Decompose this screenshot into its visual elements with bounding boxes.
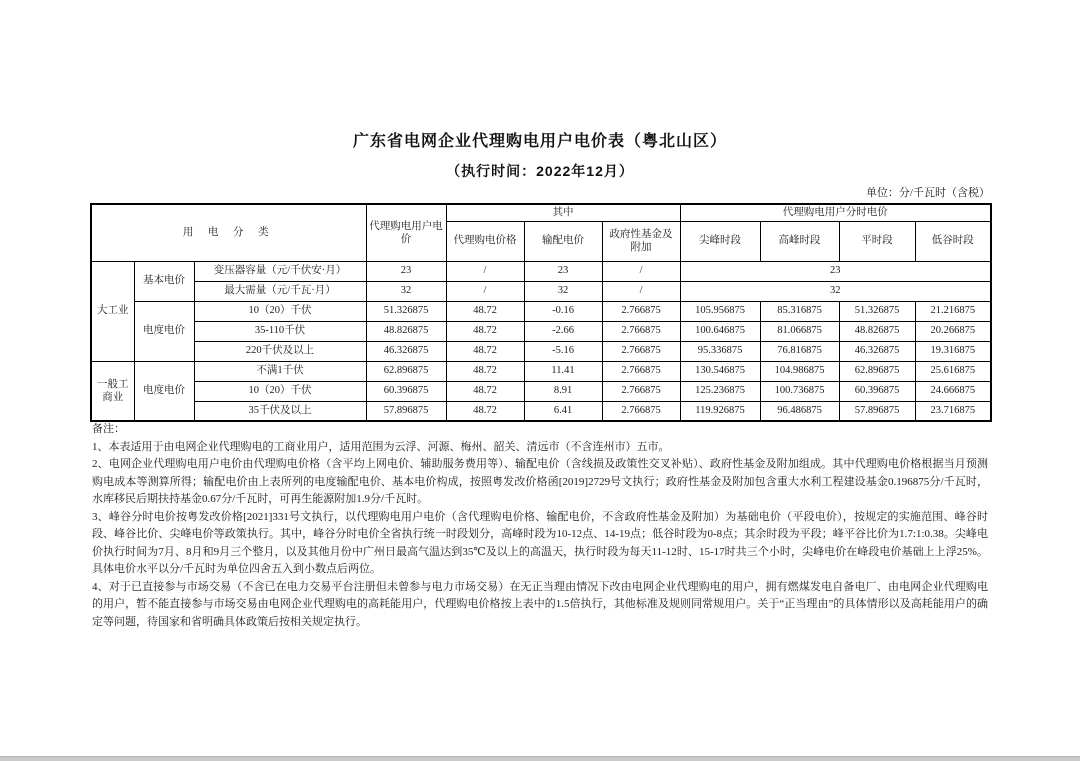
row-label: 最大需量（元/千瓦·月）: [194, 281, 366, 301]
cell-flat: 48.826875: [839, 321, 915, 341]
cell-peak: 85.316875: [760, 301, 839, 321]
header-row-1: [91, 204, 991, 221]
cell-user-price: 23: [366, 261, 446, 281]
cell-flat: 51.326875: [839, 301, 915, 321]
notes-heading: 备注：: [92, 423, 125, 435]
page-bottom-edge: [0, 756, 1080, 761]
cell-transmission: 32: [524, 281, 602, 301]
cell-agent-price: 48.72: [446, 401, 524, 421]
row-label: 不满1千伏: [194, 361, 366, 381]
table-row: [91, 301, 991, 321]
cell-valley: 25.616875: [915, 361, 991, 381]
header-among: 其中: [446, 204, 680, 221]
notes-section: [92, 421, 988, 631]
header-valley: 低谷时段: [915, 221, 991, 261]
cell-peak: 96.486875: [760, 401, 839, 421]
cell-agent-price: /: [446, 261, 524, 281]
header-sharp-peak: 尖峰时段: [680, 221, 760, 261]
cell-gov-fund: /: [602, 281, 680, 301]
cell-valley: 23.716875: [915, 401, 991, 421]
cell-gov-fund: /: [602, 261, 680, 281]
table-row: [91, 381, 991, 401]
cell-user-price: 57.896875: [366, 401, 446, 421]
row-label: 35-110千伏: [194, 321, 366, 341]
cell-tou-merged: 23: [680, 261, 991, 281]
table-row: [91, 361, 991, 381]
header-peak: 高峰时段: [760, 221, 839, 261]
page-title: 广东省电网企业代理购电用户电价表（粤北山区）: [352, 133, 727, 150]
cell-gov-fund: 2.766875: [602, 401, 680, 421]
page-subtitle: （执行时间：2022年12月）: [446, 163, 634, 179]
unit-note: 单位：分/千瓦时（含税）: [865, 187, 990, 199]
cell-transmission: -5.16: [524, 341, 602, 361]
sub-label-energy-price: 电度电价: [134, 361, 194, 421]
cell-sharp-peak: 119.926875: [680, 401, 760, 421]
cell-flat: 46.326875: [839, 341, 915, 361]
cell-tou-merged: 32: [680, 281, 991, 301]
row-label: 35千伏及以上: [194, 401, 366, 421]
cell-sharp-peak: 95.336875: [680, 341, 760, 361]
row-label: 10（20）千伏: [194, 381, 366, 401]
cell-sharp-peak: 125.236875: [680, 381, 760, 401]
table-row: [91, 401, 991, 421]
price-table: [90, 203, 992, 422]
sub-label-energy-price: 电度电价: [134, 301, 194, 361]
cell-agent-price: /: [446, 281, 524, 301]
row-label: 10（20）千伏: [194, 301, 366, 321]
cell-peak: 76.816875: [760, 341, 839, 361]
cell-gov-fund: 2.766875: [602, 321, 680, 341]
table-row: [91, 261, 991, 281]
cell-user-price: 62.896875: [366, 361, 446, 381]
header-transmission: 输配电价: [524, 221, 602, 261]
group-label-large-industry: 大工业: [91, 261, 134, 361]
cell-flat: 57.896875: [839, 401, 915, 421]
cell-transmission: -0.16: [524, 301, 602, 321]
table-row: [91, 321, 991, 341]
cell-transmission: 8.91: [524, 381, 602, 401]
header-agent-price: 代理购电价格: [446, 221, 524, 261]
row-label: 220千伏及以上: [194, 341, 366, 361]
cell-user-price: 32: [366, 281, 446, 301]
cell-gov-fund: 2.766875: [602, 301, 680, 321]
cell-flat: 60.396875: [839, 381, 915, 401]
cell-valley: 19.316875: [915, 341, 991, 361]
cell-user-price: 48.826875: [366, 321, 446, 341]
note-item-4: 4、对于已直接参与市场交易（不含已在电力交易平台注册但未曾参与电力市场交易）在无正当理由情况下改由电网企业代理购电的用户，拥有燃煤发电自备电厂、由电网企业代理购电的用户，暂不能直接参与市场交易由电网企业代理购电的高耗能用户，代理购电价格按上表中的1.5倍执行，其他标准及规则同常规用户。关于“正当理由”的具体情形以及高耗能用户的确定等问题，待国家和省明确具体政策后按相关规定执行。: [92, 580, 988, 628]
cell-valley: 24.666875: [915, 381, 991, 401]
note-item-1: 1、本表适用于由电网企业代理购电的工商业用户，适用范围为云浮、河源、梅州、韶关、清远市（不含连州市）五市。: [92, 440, 670, 453]
header-flat: 平时段: [839, 221, 915, 261]
header-category: 用 电 分 类: [91, 204, 366, 261]
sub-label-basic-price: 基本电价: [134, 261, 194, 301]
cell-peak: 100.736875: [760, 381, 839, 401]
cell-flat: 62.896875: [839, 361, 915, 381]
cell-agent-price: 48.72: [446, 341, 524, 361]
cell-user-price: 51.326875: [366, 301, 446, 321]
cell-agent-price: 48.72: [446, 301, 524, 321]
header-user-price: 代理购电用户电价: [366, 204, 446, 261]
cell-user-price: 60.396875: [366, 381, 446, 401]
table-row: [91, 281, 991, 301]
cell-sharp-peak: 100.646875: [680, 321, 760, 341]
cell-user-price: 46.326875: [366, 341, 446, 361]
note-item-3: 3、峰谷分时电价按粤发改价格[2021]331号文执行，以代理购电用户电价（含代理购电价格、输配电价，不含政府性基金及附加）为基础电价（平段电价），按规定的实施范围、峰谷时段、峰谷比价、尖峰电价等政策执行。其中，峰谷分时电价全省执行统一时段划分，高峰时段为10-12点、14-19点；低谷时段为0-8点；其余时段为平段；峰平谷比价为1.7:1:0.38。尖峰电价执行时间为7月、8月和9月三个整月，以及其他月份中广州日最高气温达到35℃及以上的高温天，执行时段为每天11-12时、15-17时共三个小时，尖峰电价在峰段电价基础上上浮25%。具体电价水平以分/千瓦时为单位四舍五入到小数点后两位。: [92, 510, 988, 575]
cell-sharp-peak: 105.956875: [680, 301, 760, 321]
cell-transmission: 23: [524, 261, 602, 281]
cell-gov-fund: 2.766875: [602, 361, 680, 381]
header-gov-fund: 政府性基金及附加: [602, 221, 680, 261]
note-item-2: 2、电网企业代理购电用户电价由代理购电价格（含平均上网电价、辅助服务费用等）、输配电价（含线损及政策性交叉补贴）、政府性基金及附加组成。其中代理购电价格根据当月预测购电成本等测算所得；输配电价由上表所列的电度输配电价、基本电价构成，按照粤发改价格函[2019]2729号文执行；政府性基金及附加包含重大水利工程建设基金0.196875分/千瓦时，水库移民后期扶持基金0.67分/千瓦时，可再生能源附加1.9分/千瓦时。: [92, 458, 988, 505]
table-row: [91, 341, 991, 361]
cell-transmission: -2.66: [524, 321, 602, 341]
row-label: 变压器容量（元/千伏安·月）: [194, 261, 366, 281]
cell-agent-price: 48.72: [446, 321, 524, 341]
cell-sharp-peak: 130.546875: [680, 361, 760, 381]
group-label-general-commerce: 一般工商业: [91, 361, 134, 421]
cell-valley: 20.266875: [915, 321, 991, 341]
cell-peak: 104.986875: [760, 361, 839, 381]
cell-peak: 81.066875: [760, 321, 839, 341]
header-tou: 代理购电用户分时电价: [680, 204, 991, 221]
cell-transmission: 6.41: [524, 401, 602, 421]
cell-transmission: 11.41: [524, 361, 602, 381]
cell-agent-price: 48.72: [446, 361, 524, 381]
cell-gov-fund: 2.766875: [602, 381, 680, 401]
cell-gov-fund: 2.766875: [602, 341, 680, 361]
cell-valley: 21.216875: [915, 301, 991, 321]
cell-agent-price: 48.72: [446, 381, 524, 401]
